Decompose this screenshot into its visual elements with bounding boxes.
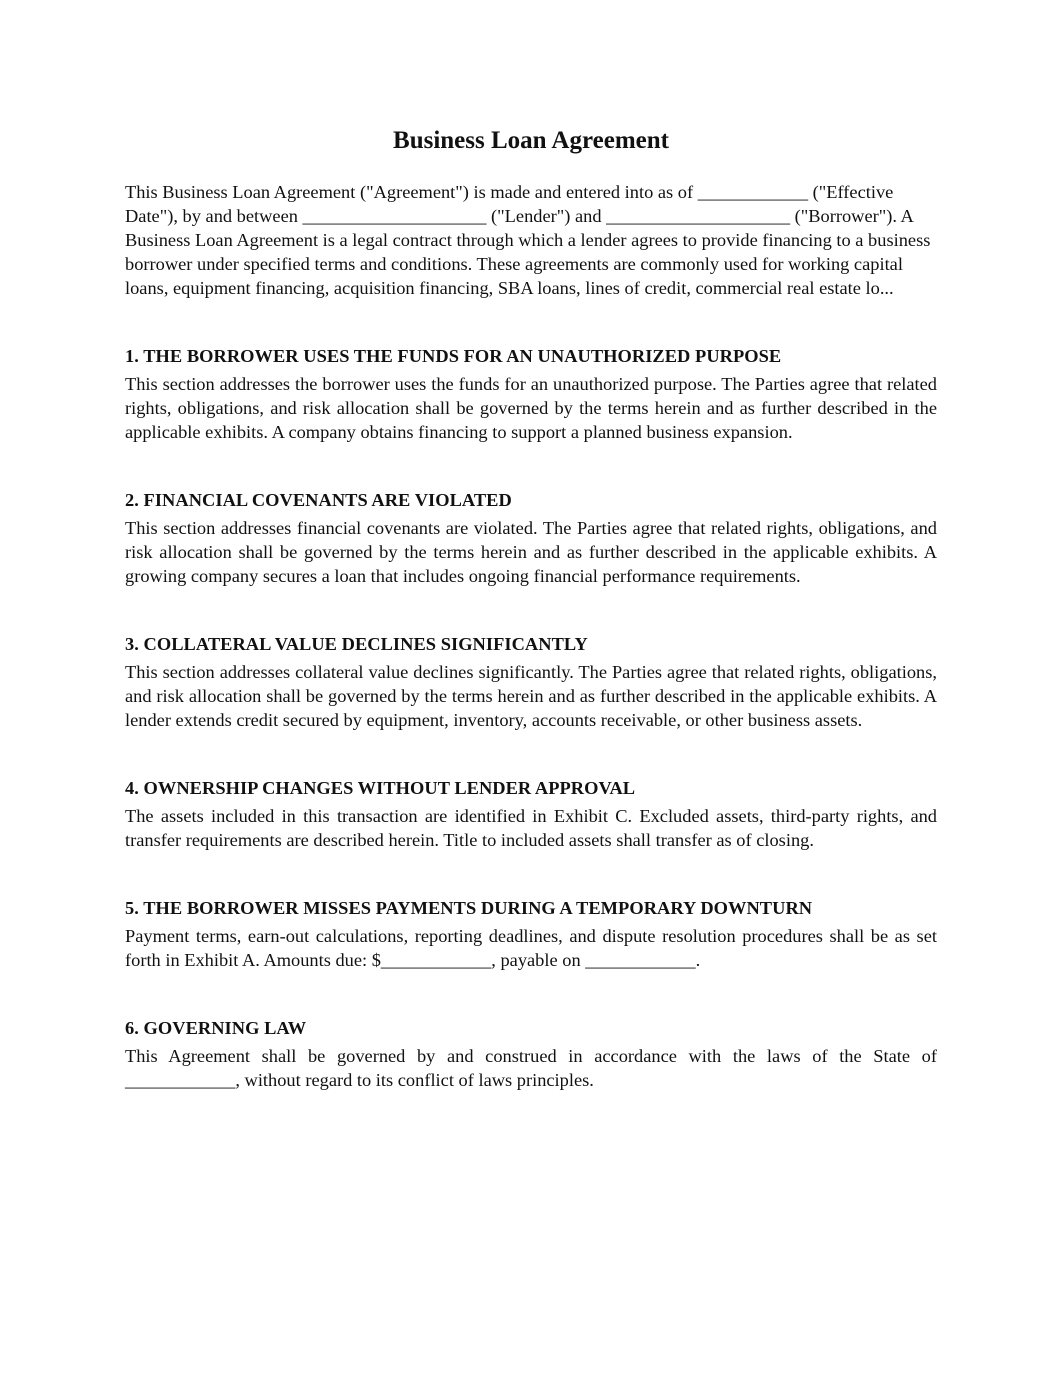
section-body: This section addresses collateral value declines significantly. The Parties agree that related rights, obligations, and risk allocation shall be governed by the terms herein and as further described in the applicable exhibits. A lender extends credit secured by equipment, inventory, accounts receivable, or other business assets. [125,662,937,730]
section-heading: 3. COLLATERAL VALUE DECLINES SIGNIFICANTLY [125,634,588,654]
section-4 [125,776,937,852]
section-heading: 5. THE BORROWER MISSES PAYMENTS DURING A TEMPORARY DOWNTURN [125,898,813,918]
section-1 [125,344,937,444]
section-heading: 6. GOVERNING LAW [125,1018,307,1038]
section-3 [125,632,937,732]
section-heading: 1. THE BORROWER USES THE FUNDS FOR AN UNAUTHORIZED PURPOSE [125,346,782,366]
document-body [125,180,937,1092]
section-5 [125,896,937,972]
section-body: This Agreement shall be governed by and construed in accordance with the laws of the State of ____________, without regard to its conflict of laws principles. [125,1046,937,1090]
section-body: Payment terms, earn-out calculations, reporting deadlines, and dispute resolution procedures shall be as set forth in Exhibit A. Amounts due: $____________, payable on ____________. [125,926,937,970]
document-title: Business Loan Agreement [393,127,669,154]
section-6 [125,1016,937,1092]
section-body: This section addresses the borrower uses the funds for an unauthorized purpose. The Parties agree that related rights, obligations, and risk allocation shall be governed by the terms herein and as further described in the applicable exhibits. A company obtains financing to support a planned business expansion. [125,374,937,442]
section-2 [125,488,937,588]
section-body: This section addresses financial covenants are violated. The Parties agree that related rights, obligations, and risk allocation shall be governed by the terms herein and as further described in the applicable exhibits. A growing company secures a loan that includes ongoing financial performance requirements. [125,518,937,586]
section-heading: 4. OWNERSHIP CHANGES WITHOUT LENDER APPROVAL [125,778,636,798]
section-body: The assets included in this transaction are identified in Exhibit C. Excluded assets, third-party rights, and transfer requirements are described herein. Title to included assets shall transfer as of closing. [125,806,937,850]
section-heading: 2. FINANCIAL COVENANTS ARE VIOLATED [125,490,512,510]
intro-paragraph: This Business Loan Agreement ("Agreement") is made and entered into as of ____________ ("Effective Date"), by and between ____________________ ("Lender") and ____________________ ("Borrower"). A Business Loan Agreement is a legal contract through which a lender agrees to provide financing to a business borrower under specified terms and conditions. These agreements are commonly used for working capital loans, equipment financing, acquisition financing, SBA loans, lines of credit, commercial real estate lo... [125,182,931,298]
